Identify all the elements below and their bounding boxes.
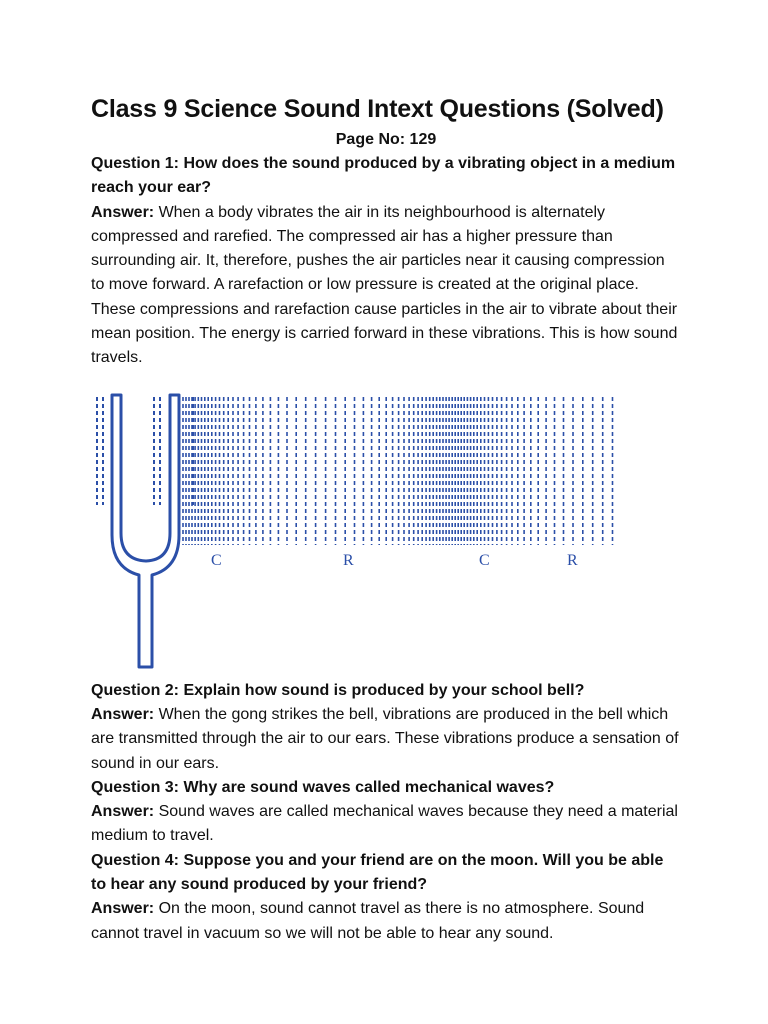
page-title: Class 9 Science Sound Intext Questions (Solved) — [91, 95, 664, 123]
tuning-fork-icon — [112, 395, 179, 667]
answer-4-text: On the moon, sound cannot travel as there is no atmosphere. Sound cannot travel in vacuum so we will not be able to hear any sound. — [91, 900, 645, 942]
document-content — [91, 90, 681, 946]
page-number: Page No: 129 — [335, 131, 437, 148]
question-3: Question 3: Why are sound waves called mechanical waves? — [91, 778, 555, 796]
air-particles — [97, 397, 613, 545]
answer-label: Answer: — [91, 900, 155, 918]
answer-2-text: When the gong strikes the bell, vibrations are produced in the bell which are transmitted through the air to our ears. These vibrations produce a sensation of sound in our ears. — [91, 705, 679, 772]
answer-3-text: Sound waves are called mechanical waves because they need a material medium to travel. — [91, 803, 678, 845]
answer-3 — [91, 800, 681, 849]
wave-label-rarefaction: R — [567, 551, 578, 569]
answer-1 — [91, 201, 681, 371]
question-2: Question 2: Explain how sound is produced by your school bell? — [91, 681, 585, 699]
wave-label-rarefaction: R — [343, 551, 354, 569]
wave-labels — [211, 552, 578, 569]
wave-label-compression: C — [211, 551, 222, 569]
tuning-fork-figure — [91, 385, 631, 675]
compression-rarefaction-diagram — [91, 385, 631, 675]
answer-4 — [91, 897, 681, 946]
answer-label: Answer: — [91, 705, 155, 723]
question-1: Question 1: How does the sound produced by a vibrating object in a medium reach your ear? — [91, 155, 676, 197]
answer-label: Answer: — [91, 203, 155, 221]
answer-label: Answer: — [91, 803, 155, 821]
answer-2 — [91, 703, 681, 776]
wave-label-compression: C — [479, 551, 490, 569]
answer-1-text: When a body vibrates the air in its neighbourhood is alternately compressed and rarefied. The compressed air has a higher pressure than surrounding air. It, therefore, pushes the air particles near it causing compression to move forward. A rarefaction or low pressure is created at the original place. These compressions and rarefaction cause particles in the air to vibrate about their mean position. The energy is carried forward in these vibrations. This is how sound travels. — [91, 203, 678, 367]
question-4: Question 4: Suppose you and your friend are on the moon. Will you be able to hear any sound produced by your friend? — [91, 851, 664, 894]
